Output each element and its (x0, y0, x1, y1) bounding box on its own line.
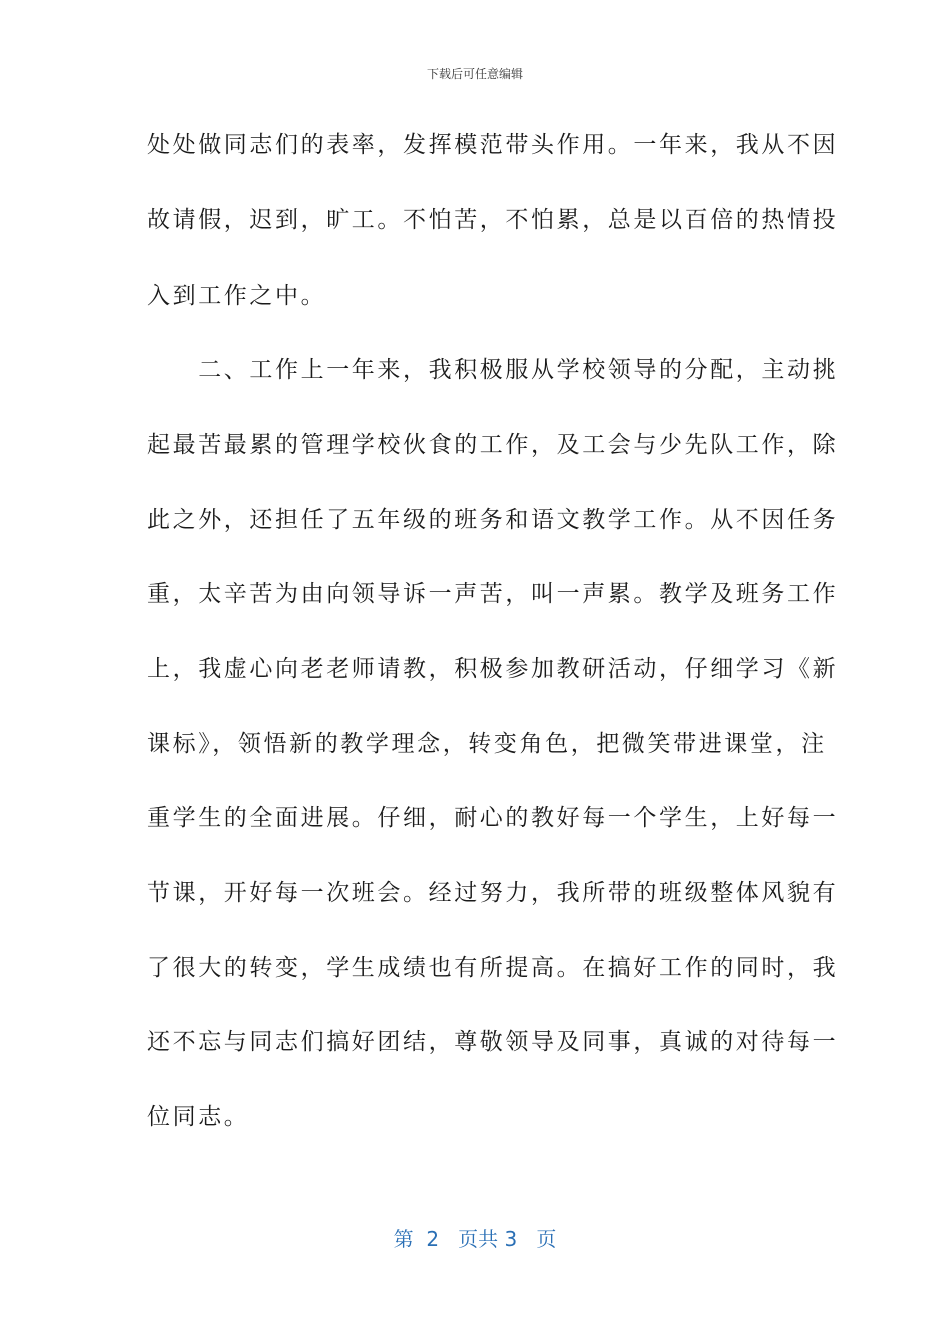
body-line: 了很大的转变，学生成绩也有所提高。在搞好工作的同时，我 (147, 955, 839, 981)
body-line: 重学生的全面进展。仔细，耐心的教好每一个学生，上好每一 (147, 805, 839, 831)
body-line: 课标》，领悟新的教学理念，转变角色，把微笑带进课堂，注 (147, 731, 827, 757)
body-line: 还不忘与同志们搞好团结，尊敬领导及同事，真诚的对待每一 (147, 1029, 839, 1055)
page-number: 第 2 页共 3 页 (393, 1227, 557, 1251)
page-header: 下载后可任意编辑 (426, 67, 523, 81)
body-line: 节课，开好每一次班会。经过努力，我所带的班级整体风貌有 (147, 880, 839, 906)
body-line: 故请假，迟到，旷工。不怕苦，不怕累，总是以百倍的热情投 (147, 207, 839, 233)
body-line: 起最苦最累的管理学校伙食的工作，及工会与少先队工作，除 (147, 432, 839, 458)
body-line: 重，太辛苦为由向领导诉一声苦，叫一声累。教学及班务工作 (147, 581, 839, 607)
body-line: 位同志。 (147, 1104, 250, 1130)
body-line: 此之外，还担任了五年级的班务和语文教学工作。从不因任务 (147, 507, 839, 533)
body-line: 处处做同志们的表率，发挥模范带头作用。一年来，我从不因 (147, 132, 839, 158)
body-line: 二、工作上一年来，我积极服从学校领导的分配，主动挑 (147, 357, 839, 383)
body-line: 入到工作之中。 (147, 283, 327, 309)
body-line: 上，我虚心向老老师请教，积极参加教研活动，仔细学习《新 (147, 656, 839, 682)
